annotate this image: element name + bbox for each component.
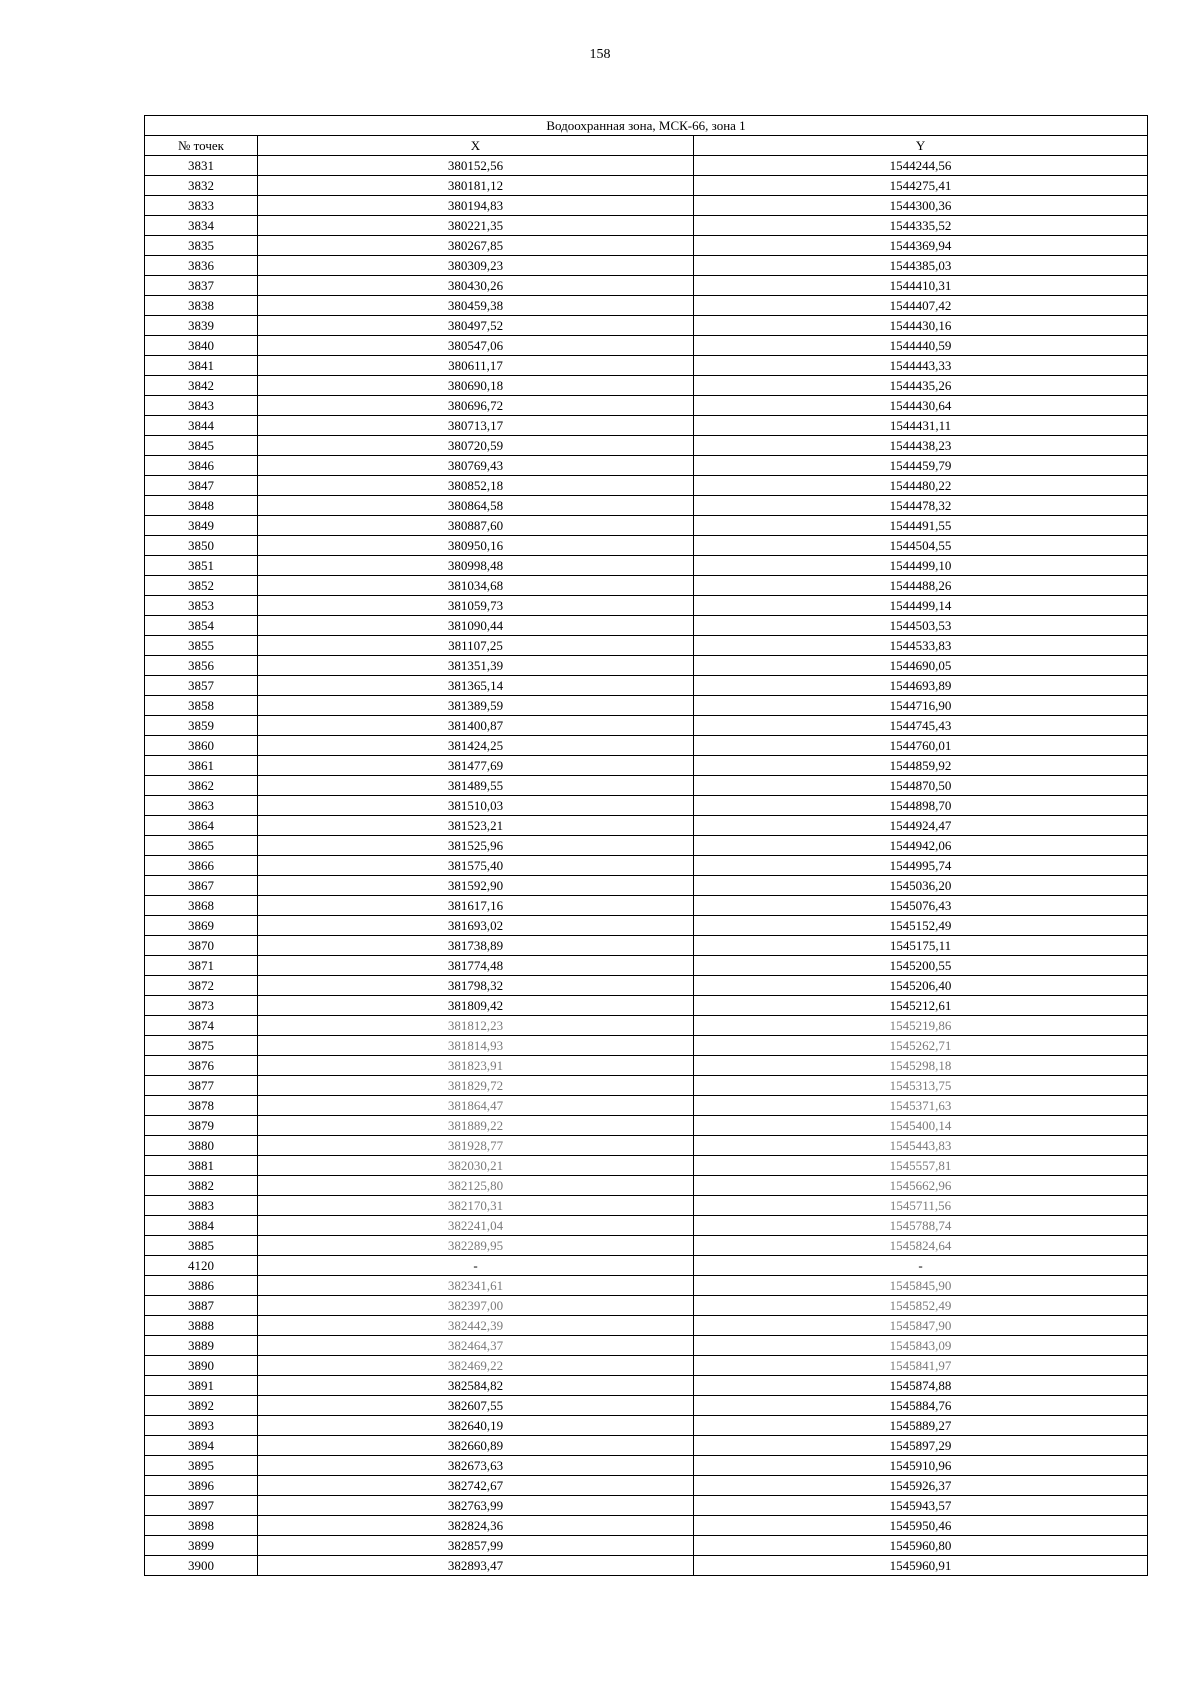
x-coordinate-cell: 381059,73 xyxy=(258,596,694,616)
x-coordinate-cell: 381798,32 xyxy=(258,976,694,996)
point-number-cell: 3865 xyxy=(145,836,258,856)
point-number-cell: 3857 xyxy=(145,676,258,696)
x-coordinate-cell: 382442,39 xyxy=(258,1316,694,1336)
table-header-row xyxy=(145,136,1148,156)
y-coordinate-cell: 1544459,79 xyxy=(694,456,1148,476)
table-row xyxy=(145,616,1148,636)
y-coordinate-cell: 1545950,46 xyxy=(694,1516,1148,1536)
table-row xyxy=(145,1096,1148,1116)
x-coordinate-cell: 382660,89 xyxy=(258,1436,694,1456)
point-number-cell: 3875 xyxy=(145,1036,258,1056)
point-number-cell: 3882 xyxy=(145,1176,258,1196)
x-coordinate-cell: 382584,82 xyxy=(258,1376,694,1396)
y-coordinate-cell: 1545313,75 xyxy=(694,1076,1148,1096)
point-number-cell: 3894 xyxy=(145,1436,258,1456)
point-number-cell: 3837 xyxy=(145,276,258,296)
table-row xyxy=(145,876,1148,896)
x-coordinate-cell: 381928,77 xyxy=(258,1136,694,1156)
x-coordinate-cell: 381525,96 xyxy=(258,836,694,856)
table-row xyxy=(145,836,1148,856)
table-row xyxy=(145,1056,1148,1076)
x-coordinate-cell: 382289,95 xyxy=(258,1236,694,1256)
x-coordinate-cell: 382125,80 xyxy=(258,1176,694,1196)
table-row xyxy=(145,1016,1148,1036)
x-coordinate-cell: 382640,19 xyxy=(258,1416,694,1436)
x-coordinate-cell: 382607,55 xyxy=(258,1396,694,1416)
y-coordinate-cell: 1544898,70 xyxy=(694,796,1148,816)
x-coordinate-cell: 380309,23 xyxy=(258,256,694,276)
y-coordinate-cell: 1545843,09 xyxy=(694,1336,1148,1356)
y-coordinate-cell: 1545852,49 xyxy=(694,1296,1148,1316)
y-coordinate-cell: 1544478,32 xyxy=(694,496,1148,516)
y-coordinate-cell: 1544870,50 xyxy=(694,776,1148,796)
y-coordinate-cell: 1544385,03 xyxy=(694,256,1148,276)
y-coordinate-cell: 1545662,96 xyxy=(694,1176,1148,1196)
table-row xyxy=(145,1556,1148,1576)
point-number-cell: 3854 xyxy=(145,616,258,636)
x-coordinate-cell: 381809,42 xyxy=(258,996,694,1016)
table-row xyxy=(145,276,1148,296)
x-coordinate-cell: 381829,72 xyxy=(258,1076,694,1096)
table-row xyxy=(145,1436,1148,1456)
y-coordinate-cell: 1545788,74 xyxy=(694,1216,1148,1236)
table-row xyxy=(145,316,1148,336)
x-coordinate-cell: 380611,17 xyxy=(258,356,694,376)
table-row xyxy=(145,1116,1148,1136)
table-row xyxy=(145,556,1148,576)
point-number-cell: 3887 xyxy=(145,1296,258,1316)
x-coordinate-cell: 382893,47 xyxy=(258,1556,694,1576)
x-coordinate-cell: 381864,47 xyxy=(258,1096,694,1116)
point-number-cell: 3888 xyxy=(145,1316,258,1336)
column-header-point-number: № точек xyxy=(145,136,258,156)
point-number-cell: 3859 xyxy=(145,716,258,736)
y-coordinate-cell: - xyxy=(694,1256,1148,1276)
y-coordinate-cell: 1544435,26 xyxy=(694,376,1148,396)
table-row xyxy=(145,1416,1148,1436)
point-number-cell: 3861 xyxy=(145,756,258,776)
x-coordinate-cell: 381523,21 xyxy=(258,816,694,836)
table-row xyxy=(145,476,1148,496)
y-coordinate-cell: 1544924,47 xyxy=(694,816,1148,836)
point-number-cell: 3849 xyxy=(145,516,258,536)
x-coordinate-cell: 380950,16 xyxy=(258,536,694,556)
x-coordinate-cell: 382857,99 xyxy=(258,1536,694,1556)
point-number-cell: 3864 xyxy=(145,816,258,836)
x-coordinate-cell: 380152,56 xyxy=(258,156,694,176)
x-coordinate-cell: 380459,38 xyxy=(258,296,694,316)
table-row xyxy=(145,1156,1148,1176)
x-coordinate-cell: 382824,36 xyxy=(258,1516,694,1536)
table-row xyxy=(145,1356,1148,1376)
point-number-cell: 3896 xyxy=(145,1476,258,1496)
y-coordinate-cell: 1544760,01 xyxy=(694,736,1148,756)
y-coordinate-cell: 1545219,86 xyxy=(694,1016,1148,1036)
y-coordinate-cell: 1545926,37 xyxy=(694,1476,1148,1496)
table-row xyxy=(145,936,1148,956)
point-number-cell: 3886 xyxy=(145,1276,258,1296)
point-number-cell: 3838 xyxy=(145,296,258,316)
point-number-cell: 3895 xyxy=(145,1456,258,1476)
x-coordinate-cell: 380696,72 xyxy=(258,396,694,416)
y-coordinate-cell: 1544503,53 xyxy=(694,616,1148,636)
x-coordinate-cell: 382763,99 xyxy=(258,1496,694,1516)
point-number-cell: 3841 xyxy=(145,356,258,376)
point-number-cell: 3885 xyxy=(145,1236,258,1256)
table-row xyxy=(145,896,1148,916)
y-coordinate-cell: 1544275,41 xyxy=(694,176,1148,196)
table-caption-row xyxy=(145,116,1148,136)
y-coordinate-cell: 1545212,61 xyxy=(694,996,1148,1016)
table-row xyxy=(145,1376,1148,1396)
column-header-y: Y xyxy=(694,136,1148,156)
y-coordinate-cell: 1544430,64 xyxy=(694,396,1148,416)
y-coordinate-cell: 1545298,18 xyxy=(694,1056,1148,1076)
coordinates-table xyxy=(144,115,1148,1576)
point-number-cell: 3874 xyxy=(145,1016,258,1036)
point-number-cell: 3835 xyxy=(145,236,258,256)
table-row xyxy=(145,1136,1148,1156)
point-number-cell: 3832 xyxy=(145,176,258,196)
point-number-cell: 3883 xyxy=(145,1196,258,1216)
x-coordinate-cell: 382673,63 xyxy=(258,1456,694,1476)
point-number-cell: 3880 xyxy=(145,1136,258,1156)
x-coordinate-cell: 380181,12 xyxy=(258,176,694,196)
x-coordinate-cell: 381510,03 xyxy=(258,796,694,816)
point-number-cell: 3851 xyxy=(145,556,258,576)
x-coordinate-cell: 382170,31 xyxy=(258,1196,694,1216)
y-coordinate-cell: 1545874,88 xyxy=(694,1376,1148,1396)
point-number-cell: 3870 xyxy=(145,936,258,956)
point-number-cell: 3878 xyxy=(145,1096,258,1116)
point-number-cell: 3853 xyxy=(145,596,258,616)
y-coordinate-cell: 1545889,27 xyxy=(694,1416,1148,1436)
point-number-cell: 3863 xyxy=(145,796,258,816)
point-number-cell: 3850 xyxy=(145,536,258,556)
y-coordinate-cell: 1545824,64 xyxy=(694,1236,1148,1256)
point-number-cell: 3871 xyxy=(145,956,258,976)
x-coordinate-cell: 381575,40 xyxy=(258,856,694,876)
x-coordinate-cell: 381889,22 xyxy=(258,1116,694,1136)
table-row xyxy=(145,676,1148,696)
y-coordinate-cell: 1545557,81 xyxy=(694,1156,1148,1176)
y-coordinate-cell: 1544438,23 xyxy=(694,436,1148,456)
table-row xyxy=(145,1496,1148,1516)
x-coordinate-cell: 381365,14 xyxy=(258,676,694,696)
y-coordinate-cell: 1544431,11 xyxy=(694,416,1148,436)
y-coordinate-cell: 1545175,11 xyxy=(694,936,1148,956)
y-coordinate-cell: 1544995,74 xyxy=(694,856,1148,876)
table-row xyxy=(145,236,1148,256)
table-body xyxy=(145,156,1148,1576)
point-number-cell: 3856 xyxy=(145,656,258,676)
table-row xyxy=(145,1256,1148,1276)
point-number-cell: 3891 xyxy=(145,1376,258,1396)
x-coordinate-cell: 380497,52 xyxy=(258,316,694,336)
y-coordinate-cell: 1545206,40 xyxy=(694,976,1148,996)
table-row xyxy=(145,736,1148,756)
y-coordinate-cell: 1545960,80 xyxy=(694,1536,1148,1556)
y-coordinate-cell: 1544430,16 xyxy=(694,316,1148,336)
point-number-cell: 3872 xyxy=(145,976,258,996)
table-row xyxy=(145,856,1148,876)
point-number-cell: 3889 xyxy=(145,1336,258,1356)
x-coordinate-cell: 382464,37 xyxy=(258,1336,694,1356)
x-coordinate-cell: 381774,48 xyxy=(258,956,694,976)
y-coordinate-cell: 1545371,63 xyxy=(694,1096,1148,1116)
x-coordinate-cell: 381592,90 xyxy=(258,876,694,896)
table-row xyxy=(145,1476,1148,1496)
x-coordinate-cell: 380430,26 xyxy=(258,276,694,296)
y-coordinate-cell: 1544716,90 xyxy=(694,696,1148,716)
point-number-cell: 3836 xyxy=(145,256,258,276)
x-coordinate-cell: 381812,23 xyxy=(258,1016,694,1036)
x-coordinate-cell: 381034,68 xyxy=(258,576,694,596)
point-number-cell: 3890 xyxy=(145,1356,258,1376)
y-coordinate-cell: 1544491,55 xyxy=(694,516,1148,536)
y-coordinate-cell: 1545841,97 xyxy=(694,1356,1148,1376)
table-row xyxy=(145,756,1148,776)
table-row xyxy=(145,336,1148,356)
x-coordinate-cell: 380713,17 xyxy=(258,416,694,436)
point-number-cell: 3846 xyxy=(145,456,258,476)
y-coordinate-cell: 1544533,83 xyxy=(694,636,1148,656)
point-number-cell: 3879 xyxy=(145,1116,258,1136)
x-coordinate-cell: 381424,25 xyxy=(258,736,694,756)
x-coordinate-cell: 381823,91 xyxy=(258,1056,694,1076)
table-row xyxy=(145,1216,1148,1236)
x-coordinate-cell: 380267,85 xyxy=(258,236,694,256)
point-number-cell: 3892 xyxy=(145,1396,258,1416)
table-row xyxy=(145,176,1148,196)
point-number-cell: 3855 xyxy=(145,636,258,656)
point-number-cell: 3899 xyxy=(145,1536,258,1556)
table-row xyxy=(145,296,1148,316)
table-caption: Водоохранная зона, МСК-66, зона 1 xyxy=(145,116,1148,136)
table-row xyxy=(145,796,1148,816)
table-row xyxy=(145,576,1148,596)
table-row xyxy=(145,1536,1148,1556)
point-number-cell: 3860 xyxy=(145,736,258,756)
x-coordinate-cell: 382397,00 xyxy=(258,1296,694,1316)
x-coordinate-cell: 382742,67 xyxy=(258,1476,694,1496)
table-row xyxy=(145,376,1148,396)
y-coordinate-cell: 1544407,42 xyxy=(694,296,1148,316)
y-coordinate-cell: 1544480,22 xyxy=(694,476,1148,496)
table-row xyxy=(145,1196,1148,1216)
y-coordinate-cell: 1544443,33 xyxy=(694,356,1148,376)
x-coordinate-cell: 382241,04 xyxy=(258,1216,694,1236)
y-coordinate-cell: 1544942,06 xyxy=(694,836,1148,856)
y-coordinate-cell: 1544244,56 xyxy=(694,156,1148,176)
x-coordinate-cell: 382341,61 xyxy=(258,1276,694,1296)
point-number-cell: 3848 xyxy=(145,496,258,516)
table-row xyxy=(145,196,1148,216)
table-row xyxy=(145,1456,1148,1476)
y-coordinate-cell: 1544300,36 xyxy=(694,196,1148,216)
y-coordinate-cell: 1545910,96 xyxy=(694,1456,1148,1476)
y-coordinate-cell: 1545897,29 xyxy=(694,1436,1148,1456)
table-row xyxy=(145,1296,1148,1316)
x-coordinate-cell: 380720,59 xyxy=(258,436,694,456)
table-row xyxy=(145,156,1148,176)
y-coordinate-cell: 1544499,14 xyxy=(694,596,1148,616)
table-row xyxy=(145,1516,1148,1536)
table-row xyxy=(145,1236,1148,1256)
point-number-cell: 3845 xyxy=(145,436,258,456)
point-number-cell: 3862 xyxy=(145,776,258,796)
y-coordinate-cell: 1545076,43 xyxy=(694,896,1148,916)
table-row xyxy=(145,716,1148,736)
x-coordinate-cell: 381617,16 xyxy=(258,896,694,916)
x-coordinate-cell: 381090,44 xyxy=(258,616,694,636)
y-coordinate-cell: 1544745,43 xyxy=(694,716,1148,736)
table-row xyxy=(145,396,1148,416)
point-number-cell: 3881 xyxy=(145,1156,258,1176)
x-coordinate-cell: 381400,87 xyxy=(258,716,694,736)
point-number-cell: 3873 xyxy=(145,996,258,1016)
point-number-cell: 3843 xyxy=(145,396,258,416)
x-coordinate-cell: 382469,22 xyxy=(258,1356,694,1376)
x-coordinate-cell: 380690,18 xyxy=(258,376,694,396)
point-number-cell: 3831 xyxy=(145,156,258,176)
point-number-cell: 4120 xyxy=(145,1256,258,1276)
table-row xyxy=(145,956,1148,976)
table-row xyxy=(145,1396,1148,1416)
point-number-cell: 3842 xyxy=(145,376,258,396)
table-row xyxy=(145,1076,1148,1096)
y-coordinate-cell: 1544335,52 xyxy=(694,216,1148,236)
page-number: 158 xyxy=(589,47,611,62)
point-number-cell: 3877 xyxy=(145,1076,258,1096)
table-row xyxy=(145,1336,1148,1356)
point-number-cell: 3834 xyxy=(145,216,258,236)
y-coordinate-cell: 1545036,20 xyxy=(694,876,1148,896)
table-row xyxy=(145,216,1148,236)
y-coordinate-cell: 1545152,49 xyxy=(694,916,1148,936)
y-coordinate-cell: 1544690,05 xyxy=(694,656,1148,676)
table-row xyxy=(145,976,1148,996)
point-number-cell: 3839 xyxy=(145,316,258,336)
x-coordinate-cell: 380221,35 xyxy=(258,216,694,236)
table-row xyxy=(145,776,1148,796)
x-coordinate-cell: 380887,60 xyxy=(258,516,694,536)
point-number-cell: 3847 xyxy=(145,476,258,496)
x-coordinate-cell: 381477,69 xyxy=(258,756,694,776)
y-coordinate-cell: 1544488,26 xyxy=(694,576,1148,596)
y-coordinate-cell: 1545943,57 xyxy=(694,1496,1148,1516)
y-coordinate-cell: 1545200,55 xyxy=(694,956,1148,976)
x-coordinate-cell: 380852,18 xyxy=(258,476,694,496)
y-coordinate-cell: 1545711,56 xyxy=(694,1196,1148,1216)
x-coordinate-cell: 382030,21 xyxy=(258,1156,694,1176)
y-coordinate-cell: 1545400,14 xyxy=(694,1116,1148,1136)
x-coordinate-cell: 381738,89 xyxy=(258,936,694,956)
table-row xyxy=(145,536,1148,556)
point-number-cell: 3858 xyxy=(145,696,258,716)
x-coordinate-cell: 380547,06 xyxy=(258,336,694,356)
table-row xyxy=(145,516,1148,536)
y-coordinate-cell: 1544410,31 xyxy=(694,276,1148,296)
y-coordinate-cell: 1545884,76 xyxy=(694,1396,1148,1416)
x-coordinate-cell: 381107,25 xyxy=(258,636,694,656)
point-number-cell: 3884 xyxy=(145,1216,258,1236)
point-number-cell: 3876 xyxy=(145,1056,258,1076)
table-row xyxy=(145,416,1148,436)
y-coordinate-cell: 1544693,89 xyxy=(694,676,1148,696)
x-coordinate-cell: 380864,58 xyxy=(258,496,694,516)
x-coordinate-cell: 380998,48 xyxy=(258,556,694,576)
point-number-cell: 3840 xyxy=(145,336,258,356)
y-coordinate-cell: 1545262,71 xyxy=(694,1036,1148,1056)
y-coordinate-cell: 1545443,83 xyxy=(694,1136,1148,1156)
x-coordinate-cell: 381693,02 xyxy=(258,916,694,936)
table-row xyxy=(145,456,1148,476)
column-header-x: X xyxy=(258,136,694,156)
point-number-cell: 3852 xyxy=(145,576,258,596)
table-row xyxy=(145,1276,1148,1296)
y-coordinate-cell: 1545845,90 xyxy=(694,1276,1148,1296)
point-number-cell: 3897 xyxy=(145,1496,258,1516)
x-coordinate-cell: 380194,83 xyxy=(258,196,694,216)
table-row xyxy=(145,916,1148,936)
x-coordinate-cell: 380769,43 xyxy=(258,456,694,476)
table-row xyxy=(145,816,1148,836)
point-number-cell: 3844 xyxy=(145,416,258,436)
point-number-cell: 3869 xyxy=(145,916,258,936)
x-coordinate-cell: 381814,93 xyxy=(258,1036,694,1056)
point-number-cell: 3866 xyxy=(145,856,258,876)
table-row xyxy=(145,596,1148,616)
x-coordinate-cell: 381489,55 xyxy=(258,776,694,796)
table-row xyxy=(145,1176,1148,1196)
y-coordinate-cell: 1545847,90 xyxy=(694,1316,1148,1336)
table-row xyxy=(145,1316,1148,1336)
point-number-cell: 3898 xyxy=(145,1516,258,1536)
y-coordinate-cell: 1544369,94 xyxy=(694,236,1148,256)
x-coordinate-cell: 381389,59 xyxy=(258,696,694,716)
table-row xyxy=(145,656,1148,676)
x-coordinate-cell: - xyxy=(258,1256,694,1276)
point-number-cell: 3833 xyxy=(145,196,258,216)
point-number-cell: 3868 xyxy=(145,896,258,916)
point-number-cell: 3893 xyxy=(145,1416,258,1436)
y-coordinate-cell: 1545960,91 xyxy=(694,1556,1148,1576)
y-coordinate-cell: 1544440,59 xyxy=(694,336,1148,356)
point-number-cell: 3867 xyxy=(145,876,258,896)
table-row xyxy=(145,256,1148,276)
table-row xyxy=(145,436,1148,456)
table-row xyxy=(145,996,1148,1016)
table-row xyxy=(145,636,1148,656)
table-row xyxy=(145,356,1148,376)
y-coordinate-cell: 1544504,55 xyxy=(694,536,1148,556)
table-row xyxy=(145,496,1148,516)
point-number-cell: 3900 xyxy=(145,1556,258,1576)
y-coordinate-cell: 1544499,10 xyxy=(694,556,1148,576)
table-row xyxy=(145,1036,1148,1056)
y-coordinate-cell: 1544859,92 xyxy=(694,756,1148,776)
table-row xyxy=(145,696,1148,716)
x-coordinate-cell: 381351,39 xyxy=(258,656,694,676)
